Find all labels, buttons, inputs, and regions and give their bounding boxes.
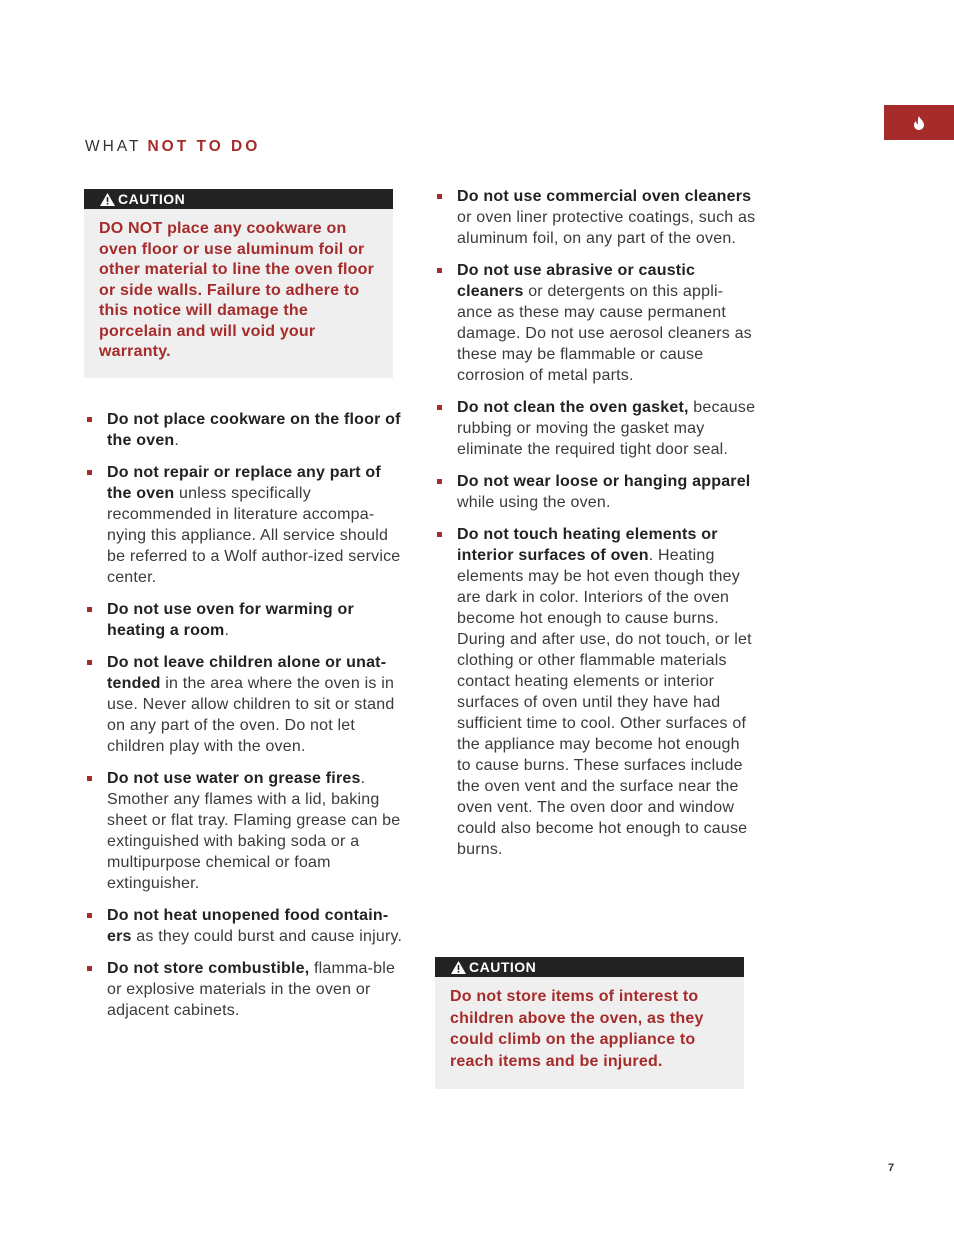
bullet-square-icon — [87, 913, 92, 918]
bullet-square-icon — [437, 479, 442, 484]
item-body-text: or detergents on this appli-ance as these may cause permanent damage. Do not use aerosol cleaners as these may be flammable or cause corrosion of metal parts. — [457, 283, 752, 384]
bullet-square-icon — [437, 268, 442, 273]
item-bold-text: Do not use abrasive or caustic cleaners — [457, 262, 696, 300]
warning-icon — [451, 961, 466, 974]
list-item — [85, 958, 407, 1021]
bullet-square-icon — [437, 532, 442, 537]
caution-banner — [84, 189, 393, 209]
list-item — [85, 599, 407, 641]
warning-icon — [100, 193, 115, 206]
bullet-square-icon — [87, 966, 92, 971]
page-number: 7 — [888, 1162, 895, 1174]
caution-label: CAUTION — [118, 191, 186, 207]
section-tab — [884, 105, 954, 140]
item-bold-text: Do not repair or replace any part of the oven — [107, 464, 381, 502]
item-bold-text: Do not heat unopened food contain-ers — [107, 907, 389, 945]
item-body-text: because rubbing or moving the gasket may eliminate the required tight door seal. — [457, 399, 756, 458]
item-body-text: . — [224, 622, 230, 639]
caution-banner — [435, 957, 744, 977]
item-body-text: in the area where the oven is in use. Never allow children to sit or stand on any part of the oven. Do not let children play with the oven. — [107, 675, 395, 755]
list-item — [435, 524, 757, 860]
list-item — [435, 260, 757, 386]
item-body-text: . — [174, 432, 180, 449]
caution-label: CAUTION — [469, 959, 537, 975]
heading-accent: NOT TO DO — [147, 138, 261, 155]
item-body-text: . Smother any flames with a lid, baking sheet or flat tray. Flaming grease can be extinguished with baking soda or a multipurpose chemical or foam extinguisher. — [107, 770, 401, 892]
list-item — [85, 652, 407, 757]
item-bold-text: Do not store combustible, — [107, 960, 310, 977]
list-item — [435, 471, 757, 513]
item-body-text: unless specifically recommended in literature accompa-nying this appliance. All service should be referred to a Wolf author-ized service center. — [107, 485, 401, 586]
bullet-square-icon — [87, 776, 92, 781]
left-bullet-list — [85, 409, 407, 1032]
page-heading — [85, 138, 260, 156]
bullet-square-icon — [437, 194, 442, 199]
list-item — [85, 905, 407, 947]
item-body-text: as they could burst and cause injury. — [131, 928, 403, 945]
item-bold-text: Do not wear loose or hanging apparel — [457, 473, 751, 490]
item-bold-text: Do not use commercial oven cleaners — [457, 188, 752, 205]
item-body-text: while using the oven. — [457, 494, 611, 511]
bullet-square-icon — [87, 607, 92, 612]
list-item — [85, 768, 407, 894]
bullet-square-icon — [87, 417, 92, 422]
item-body-text: . Heating elements may be hot even though they are dark in color. Interiors of the oven become hot enough to cause burns. During and after use, do not touch, or let clothing or other flammable materials contact heating elements or interior surfaces of oven until they have had sufficient time to cool. Other surfaces of the appliance may become hot enough to cause burns. These surfaces include the oven vent and the surface near the oven vent. The oven door and window could also become hot enough to cause burns. — [457, 547, 752, 858]
bullet-square-icon — [87, 660, 92, 665]
flame-icon — [913, 116, 925, 130]
item-bold-text: Do not place cookware on the floor of the oven — [107, 411, 401, 449]
list-item — [85, 462, 407, 588]
caution-text: DO NOT place any cookware on oven floor or use aluminum foil or other material to line the oven floor or side walls. Failure to adhere to this notice will damage the porcelain and will void your warranty. — [99, 220, 374, 360]
bullet-square-icon — [87, 470, 92, 475]
item-bold-text: Do not use water on grease fires — [107, 770, 361, 787]
right-bullet-list — [435, 186, 757, 871]
heading-prefix: WHAT — [85, 138, 142, 155]
list-item — [435, 397, 757, 460]
caution-text: Do not store items of interest to children above the oven, as they could climb on the appliance to reach items and be injured. — [450, 988, 704, 1070]
item-body-text: flamma-ble or explosive materials in the oven or adjacent cabinets. — [107, 960, 396, 1019]
caution-box-1 — [84, 189, 393, 378]
bullet-square-icon — [437, 405, 442, 410]
item-bold-text: Do not leave children alone or unat-tended — [107, 654, 387, 692]
list-item — [85, 409, 407, 451]
item-bold-text: Do not clean the oven gasket, — [457, 399, 689, 416]
item-bold-text: Do not touch heating elements or interior surfaces of oven — [457, 526, 718, 564]
item-bold-text: Do not use oven for warming or heating a room — [107, 601, 354, 639]
caution-box-2 — [435, 957, 744, 1089]
list-item — [435, 186, 757, 249]
item-body-text: or oven liner protective coatings, such as aluminum foil, on any part of the oven. — [457, 209, 756, 247]
